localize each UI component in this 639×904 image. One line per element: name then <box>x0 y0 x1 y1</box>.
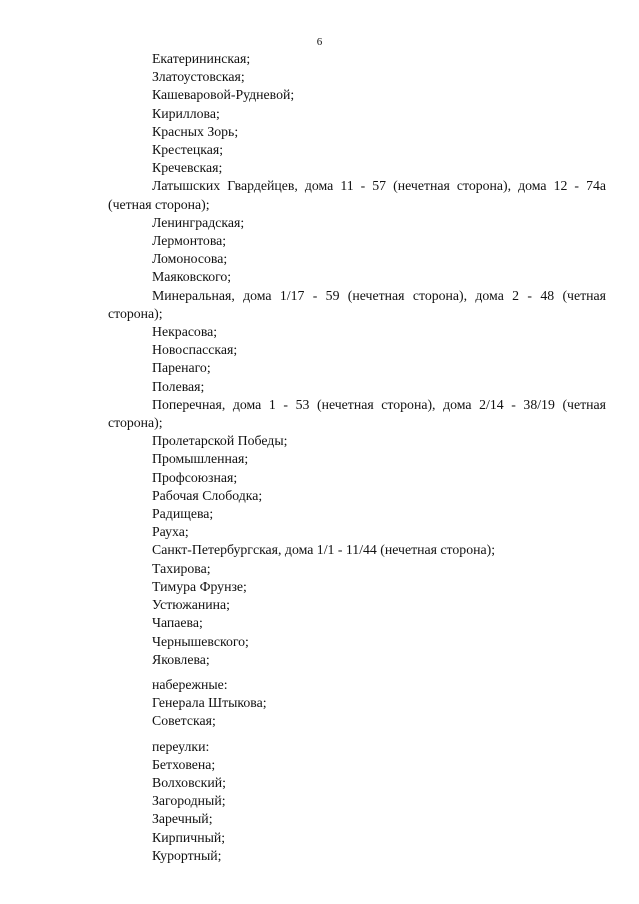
street-item: Полевая; <box>152 378 205 394</box>
page-number: 6 <box>316 36 323 48</box>
street-item: Ломоносова; <box>152 251 228 267</box>
street-item: Ленинградская; <box>152 214 245 230</box>
lane-item: Курортный; <box>152 847 222 863</box>
street-item: Чапаева; <box>152 615 203 631</box>
street-item: Златоустовская; <box>152 69 245 85</box>
street-item: Устюжанина; <box>152 597 230 613</box>
street-item: Минеральная, дома 1/17 - 59 (нечетная сторона), дома 2 - 48 (четная сторона); <box>108 287 606 321</box>
street-item: Некрасова; <box>152 324 218 340</box>
street-item: Кашеваровой-Рудневой; <box>152 87 295 103</box>
embankment-item: Генерала Штыкова; <box>152 695 267 711</box>
lanes-heading: переулки: <box>152 738 210 754</box>
street-item: Кречевская; <box>152 160 223 176</box>
street-item: Рабочая Слободка; <box>152 487 263 503</box>
street-item: Екатерининская; <box>152 51 251 66</box>
street-item: Поперечная, дома 1 - 53 (нечетная сторона), дома 2/14 - 38/19 (четная сторона); <box>108 396 606 431</box>
lane-item: Заречный; <box>152 811 213 827</box>
street-item: Санкт-Петербургская, дома 1/1 - 11/44 (нечетная сторона); <box>152 542 496 558</box>
street-item: Красных Зорь; <box>152 123 239 139</box>
street-item: Рауха; <box>152 524 189 540</box>
street-item: Профсоюзная; <box>152 469 238 485</box>
street-item: Кириллова; <box>152 105 220 121</box>
lane-item: Волховский; <box>152 774 226 790</box>
street-item: Промышленная; <box>152 451 249 467</box>
lane-item: Кирпичный; <box>152 829 226 845</box>
street-item: Лермонтова; <box>152 233 227 249</box>
lane-item: Загородный; <box>152 793 226 809</box>
street-item: Новоспасская; <box>152 342 238 358</box>
street-item: Латышских Гвардейцев, дома 11 - 57 (нечетная сторона), дома 12 - 74а (четная сторона); <box>108 178 606 212</box>
embankments-heading: набережные: <box>152 676 228 692</box>
street-item: Паренаго; <box>152 360 211 376</box>
street-list <box>108 50 606 865</box>
street-item: Пролетарской Победы; <box>152 433 288 449</box>
street-item: Яковлева; <box>152 651 210 667</box>
street-item: Радищева; <box>152 506 214 522</box>
street-item: Чернышевского; <box>152 633 249 649</box>
street-item: Маяковского; <box>152 269 232 285</box>
embankment-item: Советская; <box>152 713 216 729</box>
street-item: Тимура Фрунзе; <box>152 578 247 594</box>
street-item: Тахирова; <box>152 560 211 576</box>
lane-item: Бетховена; <box>152 756 216 772</box>
street-item: Крестецкая; <box>152 142 224 158</box>
